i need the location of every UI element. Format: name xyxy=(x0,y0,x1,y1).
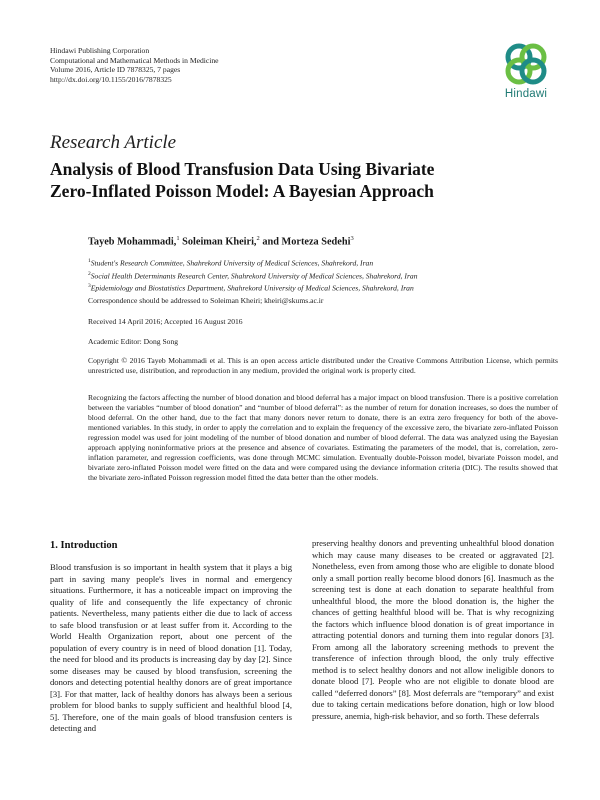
affiliation-3-number: 3 xyxy=(88,283,91,290)
journal-name: Computational and Mathematical Methods in Medicine xyxy=(50,55,219,65)
academic-editor: Academic Editor: Dong Song xyxy=(88,337,179,346)
received-dates: Received 14 April 2016; Accepted 16 August 2016 xyxy=(88,317,243,326)
author-3-name: and Morteza Sedehi xyxy=(259,236,351,248)
section-heading-introduction: 1. Introduction xyxy=(50,540,118,551)
body-column-left: Blood transfusion is so important in health system that it plays a big part in saving many people's lives in normal and emergency situations. Furthermore, it has a noticeable impact on improving the quality of life and consequently the life expectancy of chronic patients. Nevertheless, many patients either die due to lack of access to safe blood transfusion or at least suffer from it. According to the World Health Organization report, about one percent of the population of every country is in need of blood donation [1]. Today, the need for blood and its products is increasing day by day [2]. Since some diseases may be caused by blood transfusion, screening the donors and detecting potential healthy donors are of great importance [3]. For that matter, lack of healthy donors has always been a serious problem for blood banks to supply sufficient and healthful blood [4, 5]. Therefore, one of the main goals of blood transfusion centers is detecting and xyxy=(50,562,292,733)
author-2-name: Soleiman Kheiri, xyxy=(179,236,257,248)
publisher-name: Hindawi Publishing Corporation xyxy=(50,46,150,55)
affiliation-1-text: Student's Research Committee, Shahrekord University of Medical Sciences, Shahrekord, Iran xyxy=(90,258,374,268)
affiliations xyxy=(88,256,558,294)
author-2-affil: 2 xyxy=(256,235,260,242)
author-1-name: Tayeb Mohammadi, xyxy=(88,236,177,248)
author-1-affil: 1 xyxy=(176,235,180,242)
article-title xyxy=(50,158,550,202)
affiliation-3 xyxy=(88,281,558,294)
affiliation-2-number: 2 xyxy=(88,270,91,277)
affiliation-1-number: 1 xyxy=(88,258,91,264)
correspondence-note: Correspondence should be addressed to Soleiman Kheiri; kheiri@skums.ac.ir xyxy=(88,296,324,305)
hindawi-logo xyxy=(497,42,555,106)
title-line-1: Analysis of Blood Transfusion Data Using Bivariate xyxy=(50,159,435,179)
affiliation-2-text: Social Health Determinants Research Center, Shahrekord University of Medical Sciences, Shahrekord, Iran xyxy=(90,271,418,281)
copyright-notice: Copyright © 2016 Tayeb Mohammadi et al. This is an open access article distributed under the Creative Commons Attribution License, which permits unrestricted use, distribution, and reproduction in any medium, provided the original work is properly cited. xyxy=(88,356,558,375)
title-line-2: Zero-Inflated Poisson Model: A Bayesian Approach xyxy=(50,181,434,201)
affiliation-2 xyxy=(88,269,558,282)
author-list xyxy=(88,235,354,247)
hindawi-logo-text: Hindawi xyxy=(504,88,548,100)
journal-header xyxy=(50,46,219,84)
affiliation-3-text: Epidemiology and Biostatistics Department, Shahrekord University of Medical Sciences, Shahrekord, Iran xyxy=(90,283,414,293)
body-column-right: preserving healthy donors and preventing unhealthful blood donation which may cause many diseases to be created or aggravated [2]. Nonetheless, even from among those who are eligible to donate blood only a small portion really become blood donors [6]. Inasmuch as the screening test is done at each donation to separate healthful from unhealthful blood, the more the blood donation is, the higher the chances of getting healthful blood will be. That is why recognizing the factors which influence blood donation is of great importance in attracting potential donors and turning them into regular donors [3]. From among all the laboratory screening methods to prevent the transference of infection through blood, the only truly effective method is to select healthy donors and not allow ineligible donors to donate blood [7]. People who are not eligible to donate blood are called “deferred donors” [8]. Most deferrals are “temporary” and exist due to taking certain medications before donation, high or low blood pressure, anemia, high-risk behavior, and so forth. These deferrals xyxy=(312,538,554,721)
abstract-text: Recognizing the factors affecting the number of blood donation and blood deferral has a major impact on blood transfusion. There is a positive correlation between the variables “number of blood donation” and “number of blood deferral”: as the number of return for donation increases, so does the number of blood deferral. On the other hand, due to the fact that many donors never return to donate, there is an extra zero frequency for both of the above-mentioned variables. In this study, in order to apply the correlation and to explain the frequency of the excessive zero, the bivariate zero-inflated Poisson regression model was used for joint modeling of the number of blood donation and number of blood deferral. The data was analyzed using the Bayesian approach applying noninformative priors at the presence and absence of covariates. Estimating the parameters of the model, that is, correlation, zero-inflation parameter, and regression coefficients, was done through MCMC simulation. Eventually double-Poisson model, bivariate Poisson model, and bivariate zero-inflated Poisson model were fitted on the data and were compared using the deviance information criteria (DIC). The results showed that the bivariate zero-inflated Poisson regression model fitted the data better than the other models. xyxy=(88,393,558,482)
doi-link[interactable]: http://dx.doi.org/10.1155/2016/7878325 xyxy=(50,74,172,84)
volume-info: Volume 2016, Article ID 7878325, 7 pages xyxy=(50,65,181,75)
author-3-affil: 3 xyxy=(350,235,354,242)
hindawi-interlocking-rings-icon xyxy=(503,42,549,86)
article-type: Research Article xyxy=(50,132,177,153)
affiliation-1 xyxy=(88,256,558,269)
